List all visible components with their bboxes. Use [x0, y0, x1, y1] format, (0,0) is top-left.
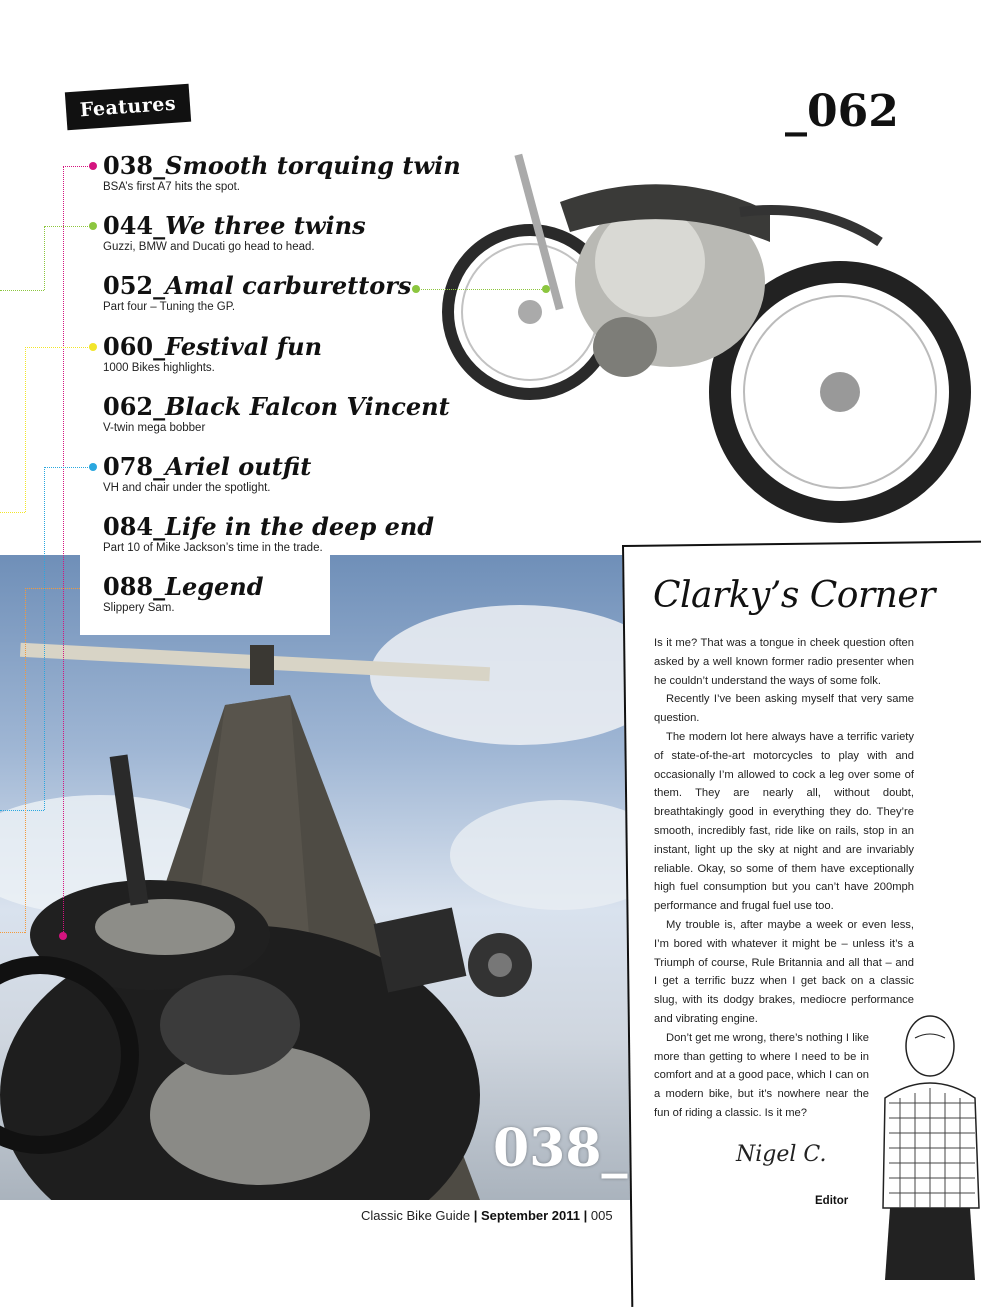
feature-title: 044_We three twins — [103, 211, 366, 240]
windmill-bsa-photo — [0, 555, 640, 1200]
page-ref-062[interactable]: _062 — [785, 86, 899, 137]
feature-title: 060_Festival fun — [103, 332, 323, 361]
feature-subtitle: Part four – Tuning the GP. — [103, 301, 236, 313]
page-ref-038[interactable]: 038_ — [493, 1118, 628, 1179]
feature-subtitle: Guzzi, BMW and Ducati go head to head. — [103, 241, 315, 253]
feature-subtitle: V-twin mega bobber — [103, 422, 206, 434]
feature-item[interactable] — [103, 212, 366, 254]
feature-subtitle: Part 10 of Mike Jackson’s time in the trade. — [103, 542, 323, 554]
feature-subtitle: Slippery Sam. — [103, 602, 175, 614]
yellow-dot — [89, 343, 97, 351]
green-dot — [542, 285, 550, 293]
footer-publication: Classic Bike Guide — [361, 1208, 471, 1223]
corner-title: Clarky’s Corner — [653, 575, 935, 616]
corner-paragraph: Is it me? That was a tongue in cheek question often asked by a well known former radio presenter when he couldn’t understand the ways of some folk. — [654, 637, 914, 687]
magenta-dot — [59, 932, 67, 940]
green-dot — [412, 285, 420, 293]
feature-title: 084_Life in the deep end — [103, 512, 435, 541]
corner-paragraph: My trouble is, after maybe a week or even less, I’m bored with whatever it might be – unless it’s a Triumph of course, Rule Britannia and all that – and I get a terrific buzz when I get back on a classic slug, with its dodgy brakes, mediocre performance and vibrating engine. — [654, 918, 914, 1025]
feature-title: 088_Legend — [103, 572, 264, 601]
feature-item[interactable] — [103, 573, 264, 615]
feature-subtitle: BSA’s first A7 hits the spot. — [103, 181, 241, 193]
features-badge: Features — [65, 84, 191, 131]
feature-item[interactable] — [103, 152, 461, 194]
feature-subtitle: 1000 Bikes highlights. — [103, 362, 215, 374]
footer-issue: September 2011 — [481, 1208, 581, 1223]
feature-item[interactable] — [103, 272, 411, 314]
cyan-dot — [89, 463, 97, 471]
feature-item[interactable] — [103, 513, 434, 555]
page-footer: Classic Bike Guide | September 2011 | 005 — [361, 1208, 613, 1223]
corner-paragraph: Don’t get me wrong, there’s nothing I like more than getting to where I need to be in comfort and at a good pace, which I can on a modern bike, but it’s nowhere near the fun of riding a classic. Is it me? — [654, 1031, 869, 1119]
feature-item[interactable] — [103, 453, 311, 495]
feature-item[interactable] — [103, 393, 450, 435]
feature-subtitle: VH and chair under the spotlight. — [103, 482, 271, 494]
green-dot — [89, 222, 97, 230]
corner-paragraph: Recently I’ve been asking myself that very same question. — [654, 693, 914, 725]
corner-paragraph: The modern lot here always have a terrific variety of state-of-the-art motorcycles to play with and occasionally I’m allowed to cock a leg over some of them. They are nearly all, without doubt, breathtakingly good in everything they do. They’re smooth, incredibly fast, ride like on rails, stop in an instant, light up the sky at night and are invariably reliable. Okay, so some of them have exceptionally high fuel consumption but you can’t have 200mph performance and frugal fuel use too. — [654, 730, 914, 913]
feature-item[interactable] — [103, 333, 322, 375]
magenta-dot — [89, 162, 97, 170]
editor-label: Editor — [815, 1195, 849, 1207]
feature-title: 062_Black Falcon Vincent — [103, 392, 450, 421]
feature-title: 038_Smooth torquing twin — [103, 151, 461, 180]
feature-title: 078_Ariel outfit — [103, 452, 312, 481]
editor-sketch — [875, 1008, 981, 1280]
footer-page-number: 005 — [590, 1208, 613, 1223]
vincent-bike-photo — [440, 92, 981, 537]
feature-title: 052_Amal carburettors — [103, 271, 412, 300]
editor-signature: Nigel C. — [736, 1142, 827, 1167]
